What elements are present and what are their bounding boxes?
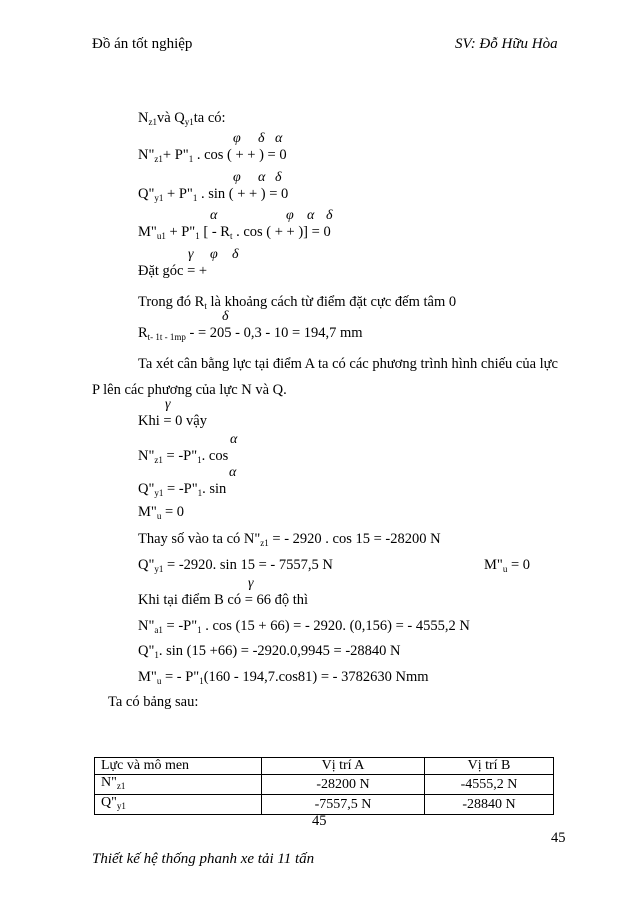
sub: t [229,231,233,241]
text: - = 205 - 0,3 - 10 = 194,7 mm [185,325,363,341]
delta-symbol: δ [275,170,282,185]
delta-symbol: δ [326,208,333,223]
alpha-symbol: α [230,432,238,447]
alpha-symbol: α [275,131,283,146]
text: N" [138,618,155,634]
footer-title: Thiết kế hệ thống phanh xe tải 11 tấn [92,851,315,867]
table-row [95,795,554,815]
table-header: Vị trí A [262,758,425,775]
table-cell: -7557,5 N [262,795,425,815]
text: + P" [163,186,193,202]
when-line: Khi = 0 vậy [138,413,207,429]
q-equation [138,481,226,498]
rt-equation [138,325,363,342]
text: R [138,325,148,341]
equation-n [138,147,287,164]
q-b-equation [138,643,401,660]
text: Trong đó R [138,294,205,310]
sub: y1 [154,488,164,498]
text: M" [138,224,157,240]
sub: y1 [184,117,194,127]
text: = 0 [507,557,530,573]
sub: z1 [154,455,163,465]
text: = -2920. sin 15 = - 7557,5 N [163,557,333,573]
m-result [484,557,530,574]
table-header: Vị trí B [425,758,554,775]
sub: 1 [192,193,198,203]
delta-symbol: δ [232,247,239,262]
text: = -P" [162,448,198,464]
sub: a1 [154,625,163,635]
alpha-symbol: α [210,208,218,223]
header-left: Đồ án tốt nghiệp [92,36,193,52]
text: = 0 [161,504,184,520]
text: . sin (15 +66) = -2920.0,9945 = -28840 N [158,643,401,659]
text: M" [138,504,157,520]
table-intro: Ta có bảng sau: [108,694,199,710]
text: = - P" [161,669,200,685]
table-cell: -4555,2 N [425,775,554,795]
page-number-center: 45 [312,813,327,829]
text: = -P" [162,618,198,634]
text: . cos ( + + )] = 0 [232,224,331,240]
text: M" [138,669,157,685]
text: Q" [138,643,155,659]
gamma-symbol: γ [248,576,254,591]
sub: y1 [116,801,126,811]
sub: z1 [154,154,163,164]
n-equation [138,448,228,465]
table-cell: -28840 N [425,795,554,815]
text: + P" [162,147,189,163]
gamma-symbol: γ [165,397,171,412]
table-header: Lực và mô men [95,758,262,775]
phi-symbol: φ [233,131,241,146]
substitute-line [138,531,441,548]
gamma-symbol: γ [188,247,194,262]
text: . cos [201,448,229,464]
equation-q [138,186,288,203]
sub: u [156,511,162,521]
text: Q" [101,795,117,810]
delta-symbol: δ [222,309,229,324]
sub: 1 [154,650,159,660]
alpha-symbol: α [229,465,237,480]
text: Q" [138,557,155,573]
text: + P" [165,224,196,240]
q-result-line [138,557,333,574]
sub: u1 [156,231,166,241]
table-row [95,775,554,795]
text: . sin [202,481,227,497]
m-equation [138,504,184,521]
results-table [94,757,554,815]
sub: 1 [195,231,200,241]
text: Q" [138,481,155,497]
text: Thay số vào ta có N" [138,531,261,547]
sub: 1 [188,154,194,164]
sub: 1 [197,488,203,498]
page-number-right: 45 [551,830,566,846]
sub: u [502,564,508,574]
text: [ - R [199,224,230,240]
n-b-equation [138,618,470,635]
equation-m [138,224,331,241]
alpha-symbol: α [258,170,266,185]
paragraph-line-2: P lên các phương của lực N và Q. [92,382,287,398]
sub: u [156,676,162,686]
text: . sin ( + + ) = 0 [197,186,289,202]
sub: t- 1t - 1mp [147,332,186,342]
sub: z1 [260,538,269,548]
text: . cos (15 + 66) = - 2920. (0,156) = - 4555,2 N [201,618,470,634]
paragraph-line-1: Ta xét cân bằng lực tại điểm A ta có các phương trình hình chiếu của lực [138,356,558,372]
text: = -P" [163,481,198,497]
table-cell [95,775,262,795]
alpha-symbol: α [307,208,315,223]
sub: 1 [197,625,202,635]
sub: y1 [154,564,164,574]
text: = - 2920 . cos 15 = -28200 N [268,531,441,547]
phi-symbol: φ [286,208,294,223]
sub: y1 [154,193,164,203]
table-cell: -28200 N [262,775,425,795]
text: N" [138,147,155,163]
text: M" [484,557,503,573]
text: (160 - 194,7.cos81) = - 3782630 Nmm [203,669,429,685]
text: N" [101,775,117,790]
set-angle-line: Đặt góc = + [138,263,208,279]
sub: z1 [116,781,126,791]
table-header-row [95,758,554,775]
text: . cos ( + + ) = 0 [193,147,287,163]
m-b-equation [138,669,429,686]
sub: 1 [197,455,202,465]
delta-symbol: δ [258,131,265,146]
table-cell [95,795,262,815]
line-intro: $N_{z1}và$ $Q_{y1}ta$ có: [138,110,226,127]
sub: 1 [199,676,204,686]
header-right: SV: Đỗ Hữu Hòa [455,36,558,52]
sub: z1 [148,117,157,127]
text: Q" [138,186,155,202]
sub: t [204,301,207,311]
text: là khoảng cách từ điểm đặt cực đếm tâm 0 [206,294,457,310]
definition-line [138,294,456,311]
point-b-line: Khi tại điểm B có = 66 độ thì [138,592,309,608]
phi-symbol: φ [210,247,218,262]
text: N" [138,448,155,464]
phi-symbol: φ [233,170,241,185]
